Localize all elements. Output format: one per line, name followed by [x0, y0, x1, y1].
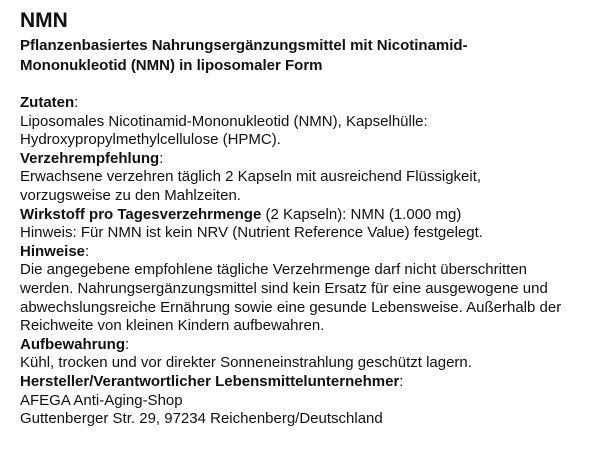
section-heading: [20, 243, 595, 262]
section-text-line: abwechslungsreiche Ernährung sowie eine gesunde Lebensweise. Außerhalb der: [20, 298, 562, 316]
section-text-line: vorzugsweise zu den Mahlzeiten.: [20, 186, 241, 204]
section-heading: [20, 373, 595, 392]
section-heading-label: Verzehrempfehlung: [20, 149, 160, 167]
section-text-line: Reichweite von kleinen Kindern aufbewahren.: [20, 317, 325, 335]
product-title: NMN: [20, 9, 68, 32]
section-text-line: Kühl, trocken und vor direkter Sonneneinstrahlung geschützt lagern.: [20, 354, 472, 372]
section-heading-suffix: :: [159, 149, 164, 167]
section-heading-suffix: :: [399, 372, 404, 390]
section-heading-suffix: (2 Kapseln): NMN (1.000 mg): [261, 205, 462, 223]
section: [20, 94, 595, 150]
section: [20, 206, 595, 243]
section-heading-suffix: :: [125, 335, 130, 353]
section-text-line: Erwachsene verzehren täglich 2 Kapseln mit ausreichend Flüssigkeit,: [20, 168, 482, 186]
section-heading-label: Hersteller/Verantwortlicher Lebensmittelunternehmer: [20, 372, 400, 390]
section-heading-label: Hinweise: [20, 242, 86, 260]
section-text-line: Liposomales Nicotinamid-Mononukleotid (NMN), Kapselhülle:: [20, 112, 428, 130]
section-heading-suffix: :: [74, 94, 79, 111]
section-heading-label: Aufbewahrung: [20, 335, 125, 353]
subtitle-line: Pflanzenbasiertes Nahrungsergänzungsmittel mit Nicotinamid-: [20, 37, 468, 54]
section-heading: [20, 150, 595, 169]
sections: [20, 94, 595, 429]
product-subtitle: [20, 36, 595, 76]
section-heading: [20, 206, 595, 225]
section-text-line: werden. Nahrungsergänzungsmittel sind kein Ersatz für eine ausgewogene und: [20, 279, 548, 297]
section-text-line: Hydroxypropylmethylcellulose (HPMC).: [20, 131, 281, 149]
section: [20, 373, 595, 429]
section-heading: [20, 94, 595, 113]
section-text-line: Hinweis: Für NMN ist kein NRV (Nutrient Reference Value) festgelegt.: [20, 224, 483, 242]
section-text-line: Die angegebene empfohlene tägliche Verzehrmenge darf nicht überschritten: [20, 261, 527, 279]
section-heading: [20, 336, 595, 355]
section-heading-label: Wirkstoff pro Tagesverzehrmenge: [20, 205, 262, 223]
section-text-line: AFEGA Anti-Aging-Shop: [20, 391, 183, 409]
section: [20, 150, 595, 206]
product-label-document: [20, 8, 595, 429]
section-heading-suffix: :: [85, 242, 90, 260]
section: [20, 336, 595, 373]
section: [20, 243, 595, 336]
section-heading-label: Zutaten: [20, 94, 75, 111]
subtitle-line: Mononukleotid (NMN) in liposomaler Form: [20, 57, 323, 74]
section-text-line: Guttenberger Str. 29, 97234 Reichenberg/Deutschland: [20, 410, 383, 428]
